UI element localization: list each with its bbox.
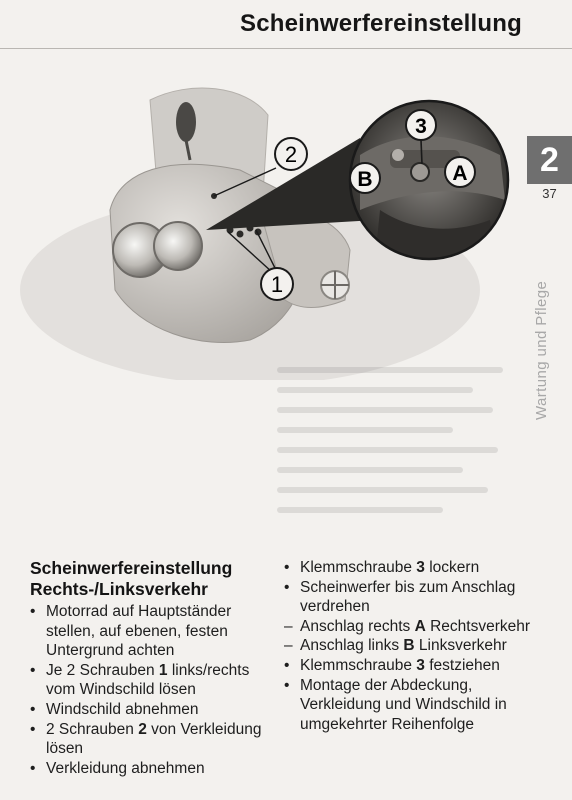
mirror (176, 102, 196, 142)
page-title: Scheinwerfereinstellung (239, 10, 522, 37)
section-title: Scheinwerfereinstellung Rechts-/Linksverkehr (30, 558, 233, 599)
list-item: • Je 2 Schrauben 1 links/rechts vom Windschild lösen (30, 661, 282, 700)
page-number: 37 (542, 186, 557, 201)
title-rule (0, 48, 572, 49)
callout-1 (261, 268, 293, 300)
motorcycle-headlight-illustration (0, 60, 530, 380)
chapter-side-label: Wartung und Pflege (533, 280, 550, 420)
step-list-left (30, 602, 282, 778)
list-subitem: – Anschlag rechts A Rechtsverkehr (284, 617, 534, 637)
list-item: • Scheinwerfer bis zum Anschlag verdrehen (284, 578, 534, 617)
callout-2 (275, 138, 307, 170)
step-list-right (284, 558, 534, 734)
svg-text:B: B (357, 168, 373, 191)
callout-3 (406, 110, 436, 140)
svg-text:1: 1 (270, 272, 284, 297)
list-item: • Windschild abnehmen (30, 700, 282, 720)
list-item: • Motorrad auf Hauptständer stellen, auf ebenen, festen Untergrund achten (30, 602, 282, 661)
callout-a (445, 157, 475, 187)
list-subitem: – Anschlag links B Linksverkehr (284, 636, 534, 656)
list-item: • Klemmschraube 3 festziehen (284, 656, 534, 676)
callout-b (350, 163, 380, 193)
headlight-right (154, 222, 202, 270)
svg-text:A: A (452, 162, 468, 185)
chapter-tab: 2 (527, 136, 572, 184)
list-item: • Klemmschraube 3 lockern (284, 558, 534, 578)
show-through-texture (270, 360, 520, 560)
svg-text:3: 3 (415, 115, 427, 138)
instructions-column-right (284, 558, 534, 734)
svg-text:2: 2 (284, 142, 298, 167)
list-item: • Verkleidung abnehmen (30, 759, 282, 779)
list-item: • Montage der Abdeckung, Verkleidung und Windschild in umgekehrter Reihenfolge (284, 676, 534, 735)
list-item: • 2 Schrauben 2 von Verkleidung lösen (30, 720, 282, 759)
instructions-column-left (30, 558, 282, 778)
